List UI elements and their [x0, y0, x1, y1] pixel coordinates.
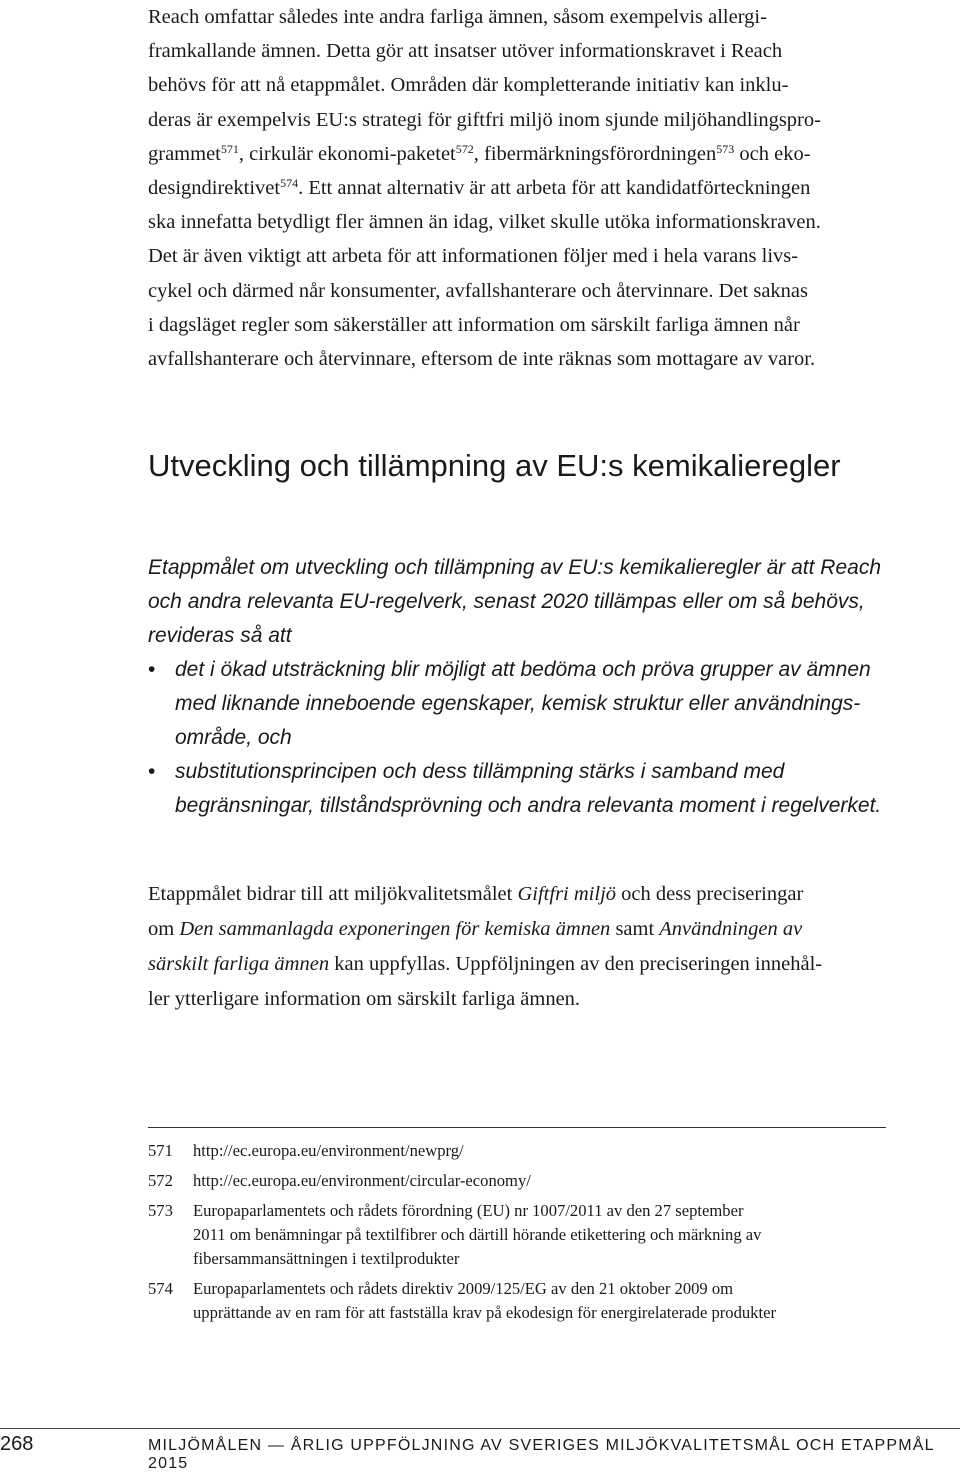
footnote-ref-572[interactable]: 572 [455, 141, 474, 156]
intro-paragraph [148, 0, 933, 376]
footnote-text: Europaparlamentets och rådets förordning (EU) nr 1007/2011 av den 27 september [193, 1201, 744, 1220]
bullet-icon: • [148, 658, 156, 681]
footer-title: MILJÖMÅLEN — ÅRLIG UPPFÖLJNING AV SVERIGES MILJÖKVALITETSMÅL OCH ETAPPMÅL 2015 [148, 1437, 935, 1472]
bullet-text: det i ökad utsträckning blir möjligt att bedöma och pröva grupper av ämnen [175, 658, 871, 681]
goal-statement [148, 551, 948, 823]
bullet-text: substitutionsprincipen och dess tillämpning stärks i samband med [175, 760, 785, 783]
intro-line: , cirkulär ekonomi-paketet [238, 142, 456, 165]
footnote-text: upprättande av en ram för att fastställa krav på ekodesign för energirelaterade produkter [193, 1303, 776, 1322]
footnote-573 [148, 1199, 938, 1271]
paragraph-text: och dess preciseringar [616, 883, 804, 905]
footnote-number: 571 [148, 1141, 173, 1160]
footnote-text: 2011 om benämningar på textilfibrer och därtill hörande etikettering och märkning av [193, 1225, 762, 1244]
intro-line: framkallande ämnen. Detta gör att insatser utöver informationskravet i Reach [148, 40, 783, 63]
intro-line: i dagsläget regler som säkerställer att information om särskilt farliga ämnen når [148, 313, 800, 336]
paragraph-text: samt [610, 918, 660, 940]
specification-italic: Den sammanlagda exponeringen för kemiska ämnen [179, 918, 611, 940]
intro-line: Reach omfattar således inte andra farliga ämnen, såsom exempelvis allergi- [148, 6, 767, 28]
intro-line: cykel och därmed når konsumenter, avfallshanterare och återvinnare. Det saknas [148, 279, 809, 302]
bullet-item [148, 653, 948, 755]
footnote-number: 574 [148, 1279, 173, 1298]
footnote-574 [148, 1277, 938, 1325]
footnote-572 [148, 1169, 938, 1193]
footnote-ref-571[interactable]: 571 [220, 141, 239, 156]
contribution-paragraph [148, 877, 948, 1017]
footnote-link[interactable]: http://ec.europa.eu/environment/newprg/ [193, 1141, 464, 1160]
bullet-text: med liknande inneboende egenskaper, kemisk struktur eller användnings- [175, 692, 861, 715]
footer-divider [0, 1428, 960, 1429]
intro-line: och eko- [734, 142, 811, 165]
intro-line: ska innefatta betydligt fler ämnen än idag, vilket skulle utöka informationskraven. [148, 211, 821, 234]
footnote-ref-574[interactable]: 574 [280, 176, 299, 191]
footnote-number: 572 [148, 1171, 173, 1190]
bullet-item [148, 755, 948, 823]
paragraph-text: Etappmålet bidrar till att miljökvalitetsmålet [148, 883, 518, 905]
footnote-text: Europaparlamentets och rådets direktiv 2009/125/EG av den 21 oktober 2009 om [193, 1279, 734, 1298]
specification-italic: särskilt farliga ämnen [148, 953, 330, 975]
footnote-divider [148, 1127, 886, 1128]
intro-line: grammet [148, 142, 221, 165]
footnote-571 [148, 1139, 938, 1163]
bullet-text: område, och [175, 726, 292, 749]
goal-name-italic: Giftfri miljö [517, 883, 617, 905]
goal-line: revideras så att [148, 624, 292, 647]
intro-line: designdirektivet [148, 177, 281, 200]
paragraph-text: kan uppfyllas. Uppföljningen av den preciseringen innehål- [329, 953, 823, 975]
intro-line: avfallshanterare och återvinnare, eftersom de inte räknas som mottagare av varor. [148, 348, 816, 371]
bullet-text: begränsningar, tillståndsprövning och andra relevanta moment i regelverket. [175, 794, 882, 817]
bullet-icon: • [148, 760, 156, 783]
footnote-text: fibersammansättningen i textilprodukter [193, 1249, 460, 1268]
footnote-ref-573[interactable]: 573 [716, 141, 735, 156]
footnote-number: 573 [148, 1201, 173, 1220]
goal-line: och andra relevanta EU-regelverk, senast 2020 tillämpas eller om så behövs, [148, 590, 865, 613]
section-heading: Utveckling och tillämpning av EU:s kemikalieregler [148, 448, 841, 483]
page-number: 268 [0, 1433, 34, 1455]
paragraph-text: om [148, 918, 180, 940]
footnotes [148, 1139, 938, 1325]
intro-line: , fibermärkningsförordningen [473, 142, 717, 165]
intro-line: Det är även viktigt att arbeta för att informationen följer med i hela varans livs- [148, 245, 799, 268]
intro-line: . Ett annat alternativ är att arbeta för att kandidatförteckningen [298, 177, 811, 200]
paragraph-text: ler ytterligare information om särskilt farliga ämnen. [148, 988, 581, 1010]
footnote-link[interactable]: http://ec.europa.eu/environment/circular-economy/ [193, 1171, 531, 1190]
intro-line: deras är exempelvis EU:s strategi för giftfri miljö inom sjunde miljöhandlingspro- [148, 108, 821, 131]
specification-italic: Användningen av [659, 918, 803, 940]
intro-line: behövs för att nå etappmålet. Områden där kompletterande initiativ kan inklu- [148, 74, 789, 97]
goal-line: Etappmålet om utveckling och tillämpning av EU:s kemikalieregler är att Reach [148, 556, 882, 579]
